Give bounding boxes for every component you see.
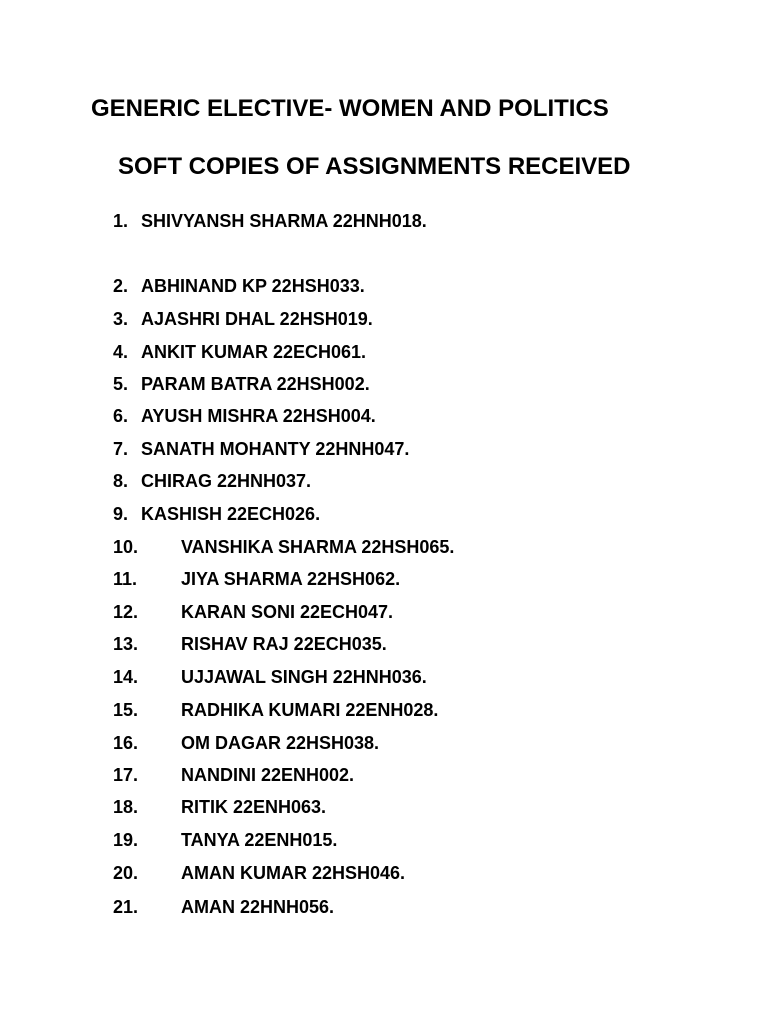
list-item-text: TANYA 22ENH015.	[181, 830, 338, 850]
list-item-number: 14.	[113, 667, 139, 687]
list-item-number: 2.	[113, 276, 129, 296]
list-item-text: AMAN 22HNH056.	[181, 897, 335, 917]
list-item-text: JIYA SHARMA 22HSH062.	[181, 569, 401, 589]
list-item-number: 11.	[113, 569, 138, 589]
list-item-number: 8.	[113, 471, 129, 491]
list-item-text: KARAN SONI 22ECH047.	[181, 602, 394, 622]
list-item-number: 3.	[113, 309, 129, 329]
document-subtitle: SOFT COPIES OF ASSIGNMENTS RECEIVED	[118, 153, 631, 180]
list-item-number: 5.	[113, 374, 129, 394]
list-item-text: RADHIKA KUMARI 22ENH028.	[181, 700, 439, 720]
list-item-number: 1.	[113, 211, 129, 231]
list-item-text: ABHINAND KP 22HSH033.	[141, 276, 365, 296]
list-item-text: SANATH MOHANTY 22HNH047.	[141, 439, 410, 459]
list-item-number: 20.	[113, 863, 139, 883]
list-item-text: PARAM BATRA 22HSH002.	[141, 374, 370, 394]
list-item-text: UJJAWAL SINGH 22HNH036.	[181, 667, 427, 687]
list-item-text: SHIVYANSH SHARMA 22HNH018.	[141, 211, 427, 231]
list-item-number: 21.	[113, 897, 139, 917]
list-item-text: NANDINI 22ENH002.	[181, 765, 355, 785]
list-item-number: 18.	[113, 797, 139, 817]
list-item-text: ANKIT KUMAR 22ECH061.	[141, 342, 367, 362]
list-item-number: 9.	[113, 504, 129, 524]
list-item-text: AYUSH MISHRA 22HSH004.	[141, 406, 376, 426]
list-item-number: 4.	[113, 342, 129, 362]
list-item-number: 12.	[113, 602, 139, 622]
list-item-text: AJASHRI DHAL 22HSH019.	[141, 309, 373, 329]
list-item-text: AMAN KUMAR 22HSH046.	[181, 863, 406, 883]
list-item-number: 10.	[113, 537, 139, 557]
list-item-text: RISHAV RAJ 22ECH035.	[181, 634, 387, 654]
list-item-text: RITIK 22ENH063.	[181, 797, 327, 817]
list-item-number: 6.	[113, 406, 129, 426]
list-item-number: 15.	[113, 700, 139, 720]
list-item-text: KASHISH 22ECH026.	[141, 504, 321, 524]
document-title: GENERIC ELECTIVE- WOMEN AND POLITICS	[91, 95, 609, 122]
list-item-number: 17.	[113, 765, 139, 785]
list-item-number: 16.	[113, 733, 139, 753]
list-item-number: 19.	[113, 830, 139, 850]
list-item-text: CHIRAG 22HNH037.	[141, 471, 312, 491]
list-item-text: VANSHIKA SHARMA 22HSH065.	[181, 537, 455, 557]
list-item-text: OM DAGAR 22HSH038.	[181, 733, 380, 753]
list-item-number: 13.	[113, 634, 139, 654]
list-item-number: 7.	[113, 439, 129, 459]
